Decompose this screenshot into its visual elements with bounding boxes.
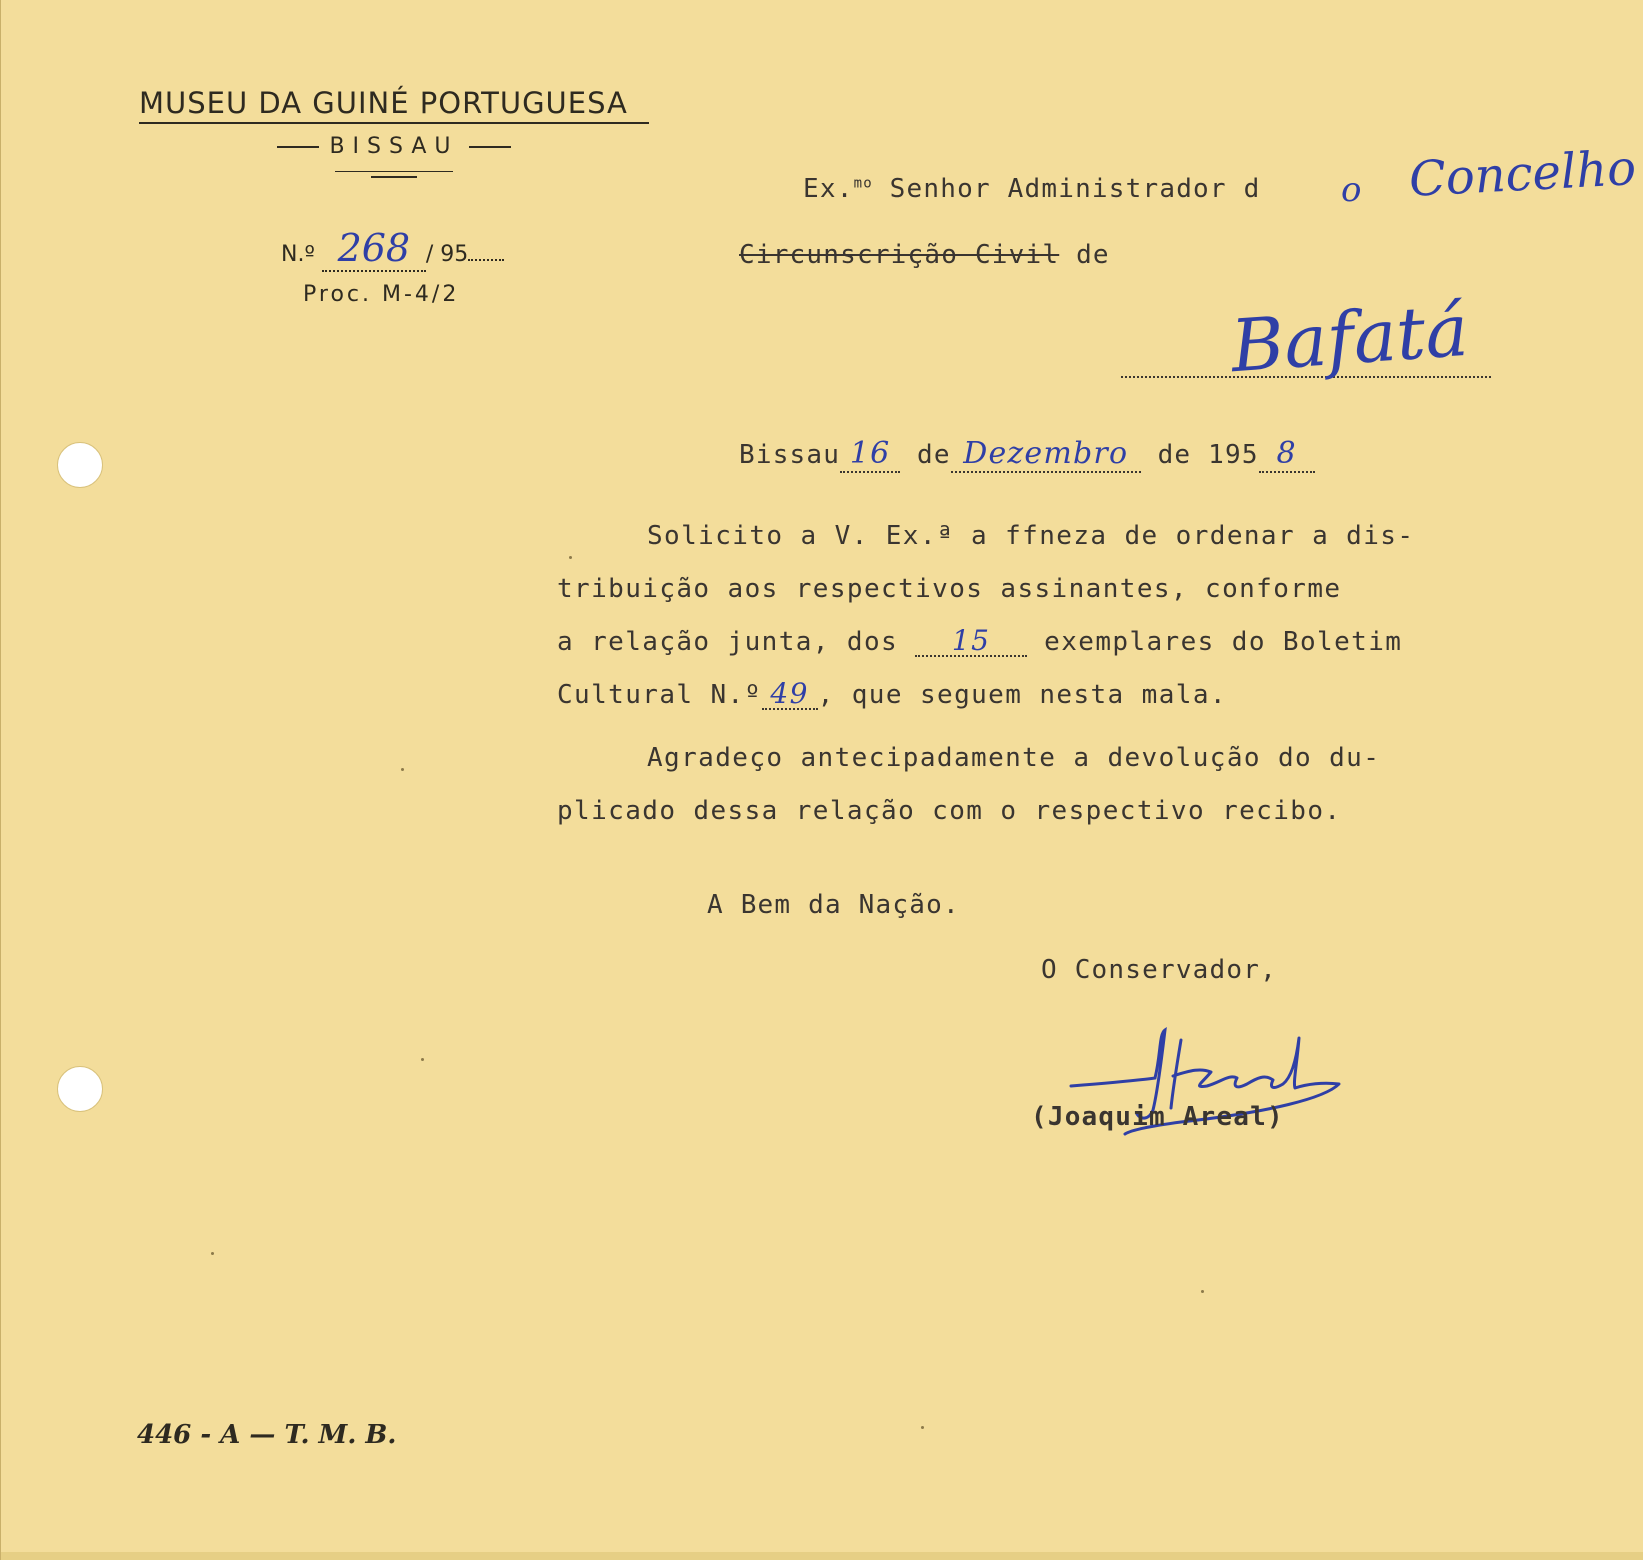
date-city: Bissau: [739, 440, 841, 470]
date-de-1: de: [916, 440, 951, 470]
city-name: BISSAU: [329, 134, 459, 159]
bulletin-number-fill: [762, 677, 818, 710]
body-line-5: Agradeço antecipadamente a devolução do du-: [647, 743, 1381, 773]
body-line-3-pre: a relação junta, dos: [557, 627, 916, 657]
letterhead-city: [139, 134, 649, 159]
letterhead: [139, 86, 649, 178]
form-code: 446 - A — T. M. B.: [137, 1420, 397, 1450]
body-line-2: tribuição aos respectivos assinantes, conforme: [557, 574, 1342, 604]
date-year-fill: [1259, 436, 1315, 473]
paper-speck: [211, 1252, 214, 1255]
punch-hole-bottom: [57, 1066, 103, 1112]
addressee-line-1: [803, 174, 1260, 204]
punch-hole-top: [57, 442, 103, 488]
date-de-2: de: [1157, 440, 1192, 470]
date-year-digit: 8: [1276, 436, 1297, 471]
date-day: 16: [849, 436, 891, 471]
body-line-4-pre: Cultural N.º: [557, 680, 762, 710]
letter-body: [557, 510, 1497, 838]
body-line-4-post: , que seguem nesta mala.: [817, 680, 1227, 710]
date-day-fill: [840, 436, 900, 473]
paper-speck: [1201, 1290, 1204, 1293]
number-fill: [322, 226, 426, 272]
body-line-3-post: exemplares do Boletim: [1027, 627, 1403, 657]
signatory-role: O Conservador,: [1041, 955, 1277, 985]
copies-count: 15: [951, 624, 991, 657]
body-line-6: plicado dessa relação com o respectivo recibo.: [557, 796, 1342, 826]
reference-number: [281, 226, 504, 272]
page-bottom-edge: [1, 1552, 1643, 1560]
process-reference: Proc. M-4/2: [303, 282, 460, 307]
paper-speck: [921, 1426, 924, 1429]
date-month: Dezembro: [963, 436, 1129, 471]
copies-fill: [915, 624, 1027, 657]
salutation: A Bem da Nação.: [707, 890, 960, 920]
letterhead-rule: [335, 171, 453, 172]
addressee-line-2: [739, 240, 1110, 270]
struck-circunscricao: Circunscrição Civil: [739, 240, 1060, 270]
letterhead-rule-short: [371, 176, 417, 178]
number-handwritten: 268: [337, 226, 411, 270]
body-line-1: Solicito a V. Ex.ª a ffneza de ordenar a dis-: [647, 521, 1415, 551]
number-suffix: / 95: [425, 242, 469, 267]
handwritten-place: Bafatá: [1228, 287, 1471, 389]
addressee-rest: Senhor Administrador d: [872, 174, 1261, 204]
date-month-fill: [951, 436, 1141, 473]
city-dash-left: [277, 146, 319, 148]
date-year-prefix: 195: [1208, 440, 1259, 470]
number-prefix: N.º: [281, 242, 315, 267]
date-line: [739, 436, 1315, 473]
paper-speck: [401, 768, 404, 771]
paper-speck: [421, 1058, 424, 1061]
addressee-title: Ex.: [803, 174, 854, 204]
signatory-name: (Joaquim Areal): [1031, 1102, 1284, 1132]
bulletin-number: 49: [770, 677, 809, 710]
addressee-de: de: [1059, 240, 1110, 270]
handwritten-concelho: Concelho: [1407, 140, 1638, 208]
number-suffix-dots: [468, 259, 504, 261]
body-line-3: [557, 616, 1497, 669]
paper-speck: [569, 556, 572, 559]
addressee-title-sup: mo: [853, 175, 873, 192]
body-line-4: [557, 669, 1497, 722]
city-dash-right: [469, 146, 511, 148]
institution-name: MUSEU DA GUINÉ PORTUGUESA: [139, 86, 649, 124]
handwritten-o: o: [1341, 170, 1362, 210]
